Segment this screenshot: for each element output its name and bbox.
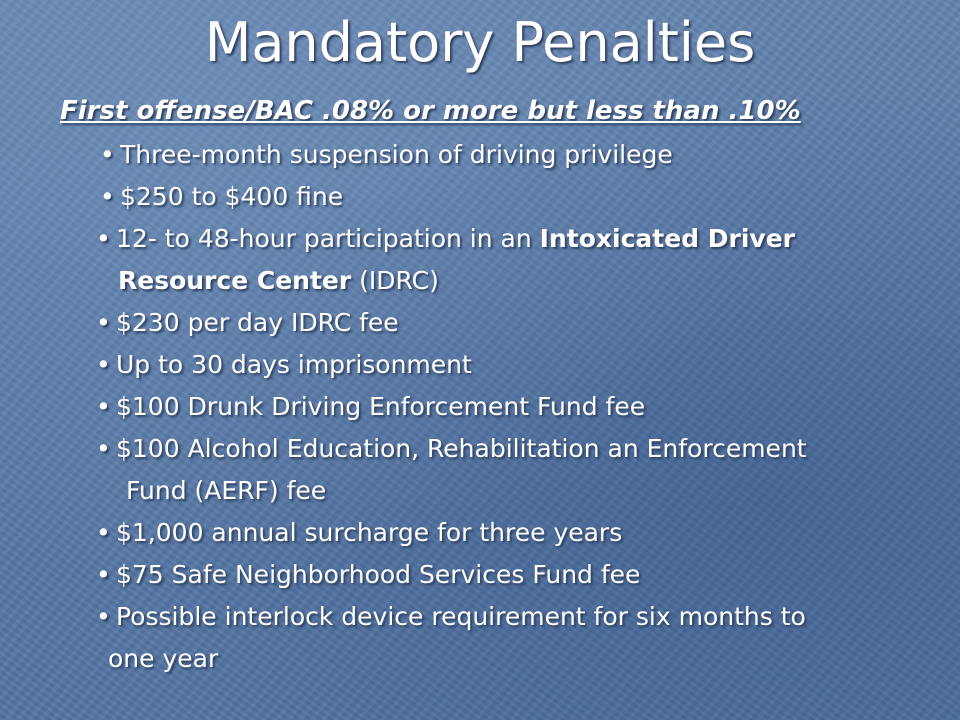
bullet-glyph: • <box>100 182 115 211</box>
bullet-glyph: • <box>96 602 111 631</box>
bullet-glyph: • <box>96 308 111 337</box>
penalty-item-snsf-fee <box>96 554 640 596</box>
penalty-item-continuation <box>96 260 795 302</box>
penalty-item-text: $250 to $400 fine <box>120 182 344 211</box>
penalty-item-idrc <box>96 218 795 302</box>
bullet-glyph: • <box>96 350 111 379</box>
penalty-item-continuation: one year <box>108 644 219 673</box>
penalty-item-text: $100 Drunk Driving Enforcement Fund fee <box>116 392 646 421</box>
bullet-glyph: • <box>96 224 111 253</box>
slide-subtitle: First offense/BAC .08% or more but less than .10% <box>60 96 801 126</box>
slide-title: Mandatory Penalties <box>204 11 756 74</box>
penalty-item-text: $230 per day IDRC fee <box>116 308 399 337</box>
penalty-item-ddef-fee <box>96 386 645 428</box>
penalty-item-imprisonment <box>96 344 472 386</box>
penalty-item-idrc-fee <box>96 302 399 344</box>
penalty-item-suspension <box>100 134 673 176</box>
bullet-glyph: • <box>96 392 111 421</box>
penalty-item-text: $100 Alcohol Education, Rehabilitation an Enforcement <box>116 434 807 463</box>
penalty-item-continuation: Fund (AERF) fee <box>126 476 327 505</box>
penalty-item-text: $1,000 annual surcharge for three years <box>116 518 623 547</box>
bullet-glyph: • <box>100 140 115 169</box>
penalty-item-text: 12- to 48-hour participation in an <box>116 224 540 253</box>
penalty-item-text: Three-month suspension of driving privilege <box>120 140 673 169</box>
penalty-item-fine <box>100 176 343 218</box>
penalty-item-surcharge <box>96 512 622 554</box>
penalty-item-text: $75 Safe Neighborhood Services Fund fee <box>116 560 641 589</box>
penalty-item-interlock <box>96 596 806 680</box>
bullet-glyph: • <box>96 518 111 547</box>
bullet-glyph: • <box>96 434 111 463</box>
penalty-item-text: Up to 30 days imprisonment <box>116 350 472 379</box>
penalty-item-text: (IDRC) <box>351 266 439 295</box>
penalty-item-bold-text: Resource Center <box>118 266 352 295</box>
bullet-glyph: • <box>96 560 111 589</box>
penalty-item-bold-text: Intoxicated Driver <box>539 224 796 253</box>
penalty-item-text: Possible interlock device requirement for six months to <box>116 602 806 631</box>
penalty-item-aerf-fee <box>96 428 807 512</box>
